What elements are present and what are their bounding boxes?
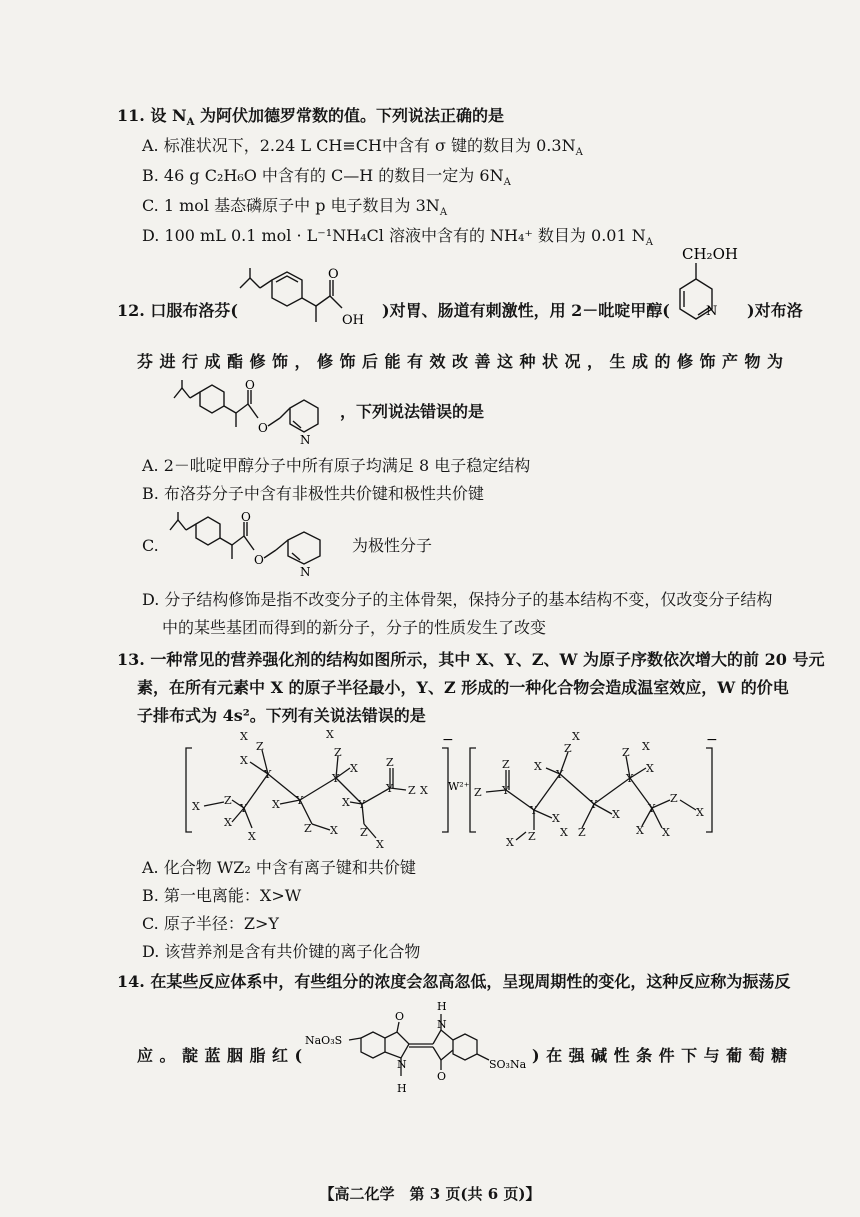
q12-option-d-line2: 中的某些基团而得到的新分子，分子的性质发生了改变 [162, 618, 547, 637]
struct-z: Z [474, 786, 482, 799]
struct-x: X [636, 824, 644, 837]
q12-option-a: A. 2－吡啶甲醇分子中所有原子均满足 8 电子稳定结构 [142, 456, 531, 475]
struct-z: Z [578, 826, 586, 839]
struct-y: Y [264, 768, 272, 781]
struct-x: X [662, 826, 670, 839]
struct-y: Y [358, 798, 366, 811]
struct-z: Z [670, 792, 678, 805]
struct-x: X [560, 826, 568, 839]
struct-x: X [696, 806, 704, 819]
indigo-label-h-bottom: H [397, 1082, 407, 1095]
struct-y: Y [296, 794, 304, 807]
struct-z: Z [502, 758, 510, 771]
pyridinemethanol-structure [660, 243, 745, 333]
q13-line1: 13. 一种常见的营养强化剂的结构如图所示，其中 X、Y、Z、W 为原子序数依次增大的前 20 号元 [117, 650, 825, 669]
q11-stem-sub: A [186, 117, 195, 129]
struct-z: Z [564, 742, 572, 755]
struct-z: Z [334, 746, 342, 759]
struct-z: Z [408, 784, 416, 797]
q11-option-c-text: C. 1 mol 基态磷原子中 p 电子数目为 3N [142, 196, 440, 215]
ibuprofen-structure [232, 268, 380, 342]
ester-label-n: N [300, 433, 311, 447]
q13-option-d: D. 该营养剂是含有共价键的离子化合物 [142, 942, 421, 961]
q14-line2a: 应。靛蓝胭脂红( [137, 1046, 309, 1065]
indigo-label-o-bottom: O [437, 1070, 447, 1083]
struct-z: Z [256, 740, 264, 753]
struct-x: X [330, 824, 338, 837]
q12-stem-a: 12. 口服布洛芬( [117, 301, 238, 320]
struct-y: Y [240, 802, 248, 815]
struct-x: X [506, 836, 514, 848]
indigo-label-n-top: N [437, 1018, 447, 1031]
anion-charge-right: − [706, 732, 718, 748]
q11-option-b-text: B. 46 g C₂H₆O 中含有的 C—H 的数目一定为 6N [142, 166, 504, 185]
q11-option-a-sub: A [575, 147, 583, 159]
q11-option-a-text: A. 标准状况下，2.24 L CH≡CH中含有 σ 键的数目为 0.3N [142, 136, 576, 155]
q11-option-c-sub: A [439, 207, 448, 219]
q14-line2b: )在强碱性条件下与葡萄糖 [532, 1046, 794, 1065]
ester-label-o-top: O [245, 380, 255, 392]
q11-stem [117, 106, 504, 129]
indigo-label-o-top: O [395, 1010, 405, 1023]
struct-x: X [572, 730, 580, 743]
cation-label: W²⁺ [448, 780, 470, 793]
struct-x: X [646, 762, 654, 775]
q11-option-a [142, 136, 583, 159]
q14-line1: 14. 在某些反应体系中，有些组分的浓度会忽高忽低，呈现周期性的变化，这种反应称为振荡反 [117, 972, 791, 991]
struct-x: X [224, 816, 232, 829]
struct-z: Z [360, 826, 368, 839]
q11-option-b [142, 166, 511, 189]
struct-x: X [534, 760, 542, 773]
struct-x: X [240, 730, 248, 743]
struct-y: Y [648, 802, 656, 815]
indigo-carmine-structure [305, 998, 545, 1102]
struct-x: X [192, 800, 200, 813]
struct-z: Z [304, 822, 312, 835]
struct-x: X [240, 754, 248, 767]
q11-option-d-sub: A [645, 237, 653, 249]
indigo-label-n-bottom: N [397, 1058, 407, 1071]
struct-y: Y [530, 804, 538, 817]
struct-z: Z [224, 794, 232, 807]
struct-x: X [248, 830, 256, 843]
q11-stem-rest: 为阿伏加德罗常数的值。下列说法正确的是 [194, 106, 504, 125]
q11-option-b-sub: A [503, 177, 511, 189]
q12-option-c-suffix: 为极性分子 [352, 536, 433, 555]
page-footer: 【高二化学 第 3 页(共 6 页)】 [319, 1185, 541, 1203]
struct-y: Y [626, 772, 634, 785]
q11-option-d [142, 226, 653, 249]
q13-line2: 素，在所有元素中 X 的原子半径最小，Y、Z 形成的一种化合物会造成温室效应，W 的价电 [137, 678, 789, 697]
q12-stem-c: )对布洛 [747, 301, 803, 320]
struct-z: Z [622, 746, 630, 759]
q13-line3: 子排布式为 4s²。下列有关说法错误的是 [137, 706, 426, 725]
q11-option-c [142, 196, 448, 219]
struct-x: X [376, 838, 384, 848]
struct-y: Y [386, 782, 394, 795]
pyridinemethanol-label-n: N [706, 304, 718, 319]
indigo-label-so3na: SO₃Na [489, 1058, 527, 1071]
struct-x: X [326, 728, 334, 741]
struct-x: X [272, 798, 280, 811]
struct-x: X [342, 796, 350, 809]
struct-x: X [552, 812, 560, 825]
struct-x: X [642, 740, 650, 753]
q12-option-d-line1: D. 分子结构修饰是指不改变分子的主体骨架，保持分子的基本结构不变，仅改变分子结构 [142, 590, 773, 609]
option-c-label-o-top: O [241, 512, 251, 524]
q12-line2: 芬进行成酯修饰，修饰后能有效改善这种状况，生成的修饰产物为 [137, 352, 790, 371]
struct-y: Y [556, 768, 564, 781]
indigo-label-naso3: NaO₃S [305, 1034, 343, 1047]
q13-option-c: C. 原子半径：Z>Y [142, 914, 279, 933]
nutrient-structure [180, 728, 740, 848]
option-c-label-n: N [300, 565, 311, 579]
struct-y: Y [502, 784, 510, 797]
struct-y: Y [332, 772, 340, 785]
option-c-structure [168, 512, 348, 580]
ester-label-o: O [258, 421, 268, 435]
pyridinemethanol-label-ch2oh: CH₂OH [682, 245, 738, 263]
q12-stem-b: )对胃、肠道有刺激性，用 2－吡啶甲醇( [382, 301, 670, 320]
option-c-label-o: O [254, 553, 264, 567]
q13-option-b: B. 第一电离能：X>W [142, 886, 302, 905]
struct-y: Y [590, 798, 598, 811]
q12-option-c-prefix: C. [142, 536, 159, 555]
q12-option-b: B. 布洛芬分子中含有非极性共价键和极性共价键 [142, 484, 484, 503]
struct-z: Z [528, 830, 536, 843]
q13-option-a: A. 化合物 WZ₂ 中含有离子键和共价键 [142, 858, 416, 877]
struct-x: X [420, 784, 428, 797]
q11-stem-text: 11. 设 N [117, 106, 187, 125]
struct-x: X [612, 808, 620, 821]
struct-x: X [350, 762, 358, 775]
ibuprofen-label-oh: OH [342, 313, 364, 328]
q11-option-d-text: D. 100 mL 0.1 mol · L⁻¹NH₄Cl 溶液中含有的 NH₄⁺ 数目为 0.01 N [142, 226, 646, 245]
ester-product-structure [172, 380, 342, 448]
ibuprofen-label-o: O [328, 268, 339, 282]
q12-line3: ，下列说法错误的是 [340, 402, 485, 421]
anion-charge-left: − [442, 732, 454, 748]
indigo-label-h-top: H [437, 1000, 447, 1013]
struct-z: Z [386, 756, 394, 769]
